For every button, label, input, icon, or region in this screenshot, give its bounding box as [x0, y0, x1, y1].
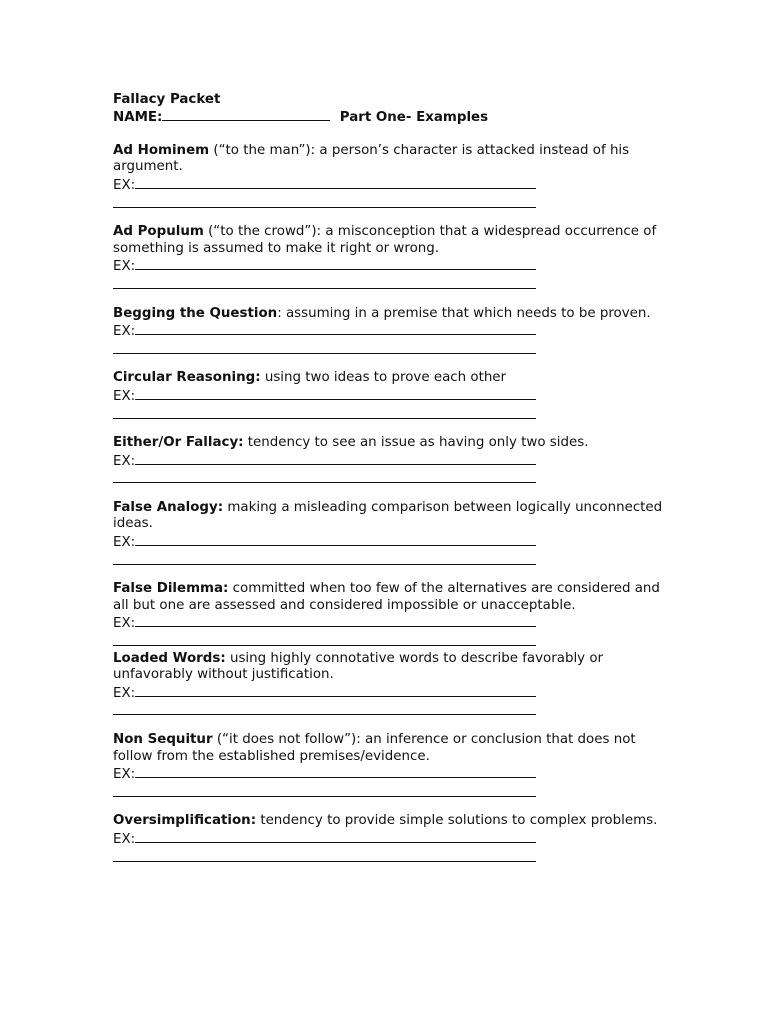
- fallacy-term: Non Sequitur: [113, 732, 213, 747]
- fallacy-definition: [113, 224, 673, 257]
- fallacy-definition: [113, 581, 673, 614]
- example-line: [113, 452, 673, 471]
- fallacy-term: Loaded Words:: [113, 650, 226, 666]
- example-blank[interactable]: [135, 322, 536, 335]
- example-blank-continued[interactable]: [113, 195, 536, 208]
- example-line: [113, 387, 673, 406]
- fallacy-section-oversimplification: [113, 813, 673, 861]
- example-blank-continued[interactable]: [113, 633, 536, 646]
- example-blank[interactable]: [135, 452, 536, 465]
- example-blank-continued[interactable]: [113, 702, 536, 715]
- example-blank-continued[interactable]: [113, 552, 536, 565]
- example-line: [113, 614, 673, 633]
- fallacy-term: Ad Hominem: [113, 142, 210, 158]
- example-line: [113, 257, 673, 276]
- fallacy-term: Oversimplification:: [113, 813, 257, 829]
- example-blank[interactable]: [135, 257, 536, 270]
- fallacy-definition-text: making a misleading comparison between logically unconnected ideas.: [113, 499, 663, 532]
- fallacy-definition: [113, 143, 673, 176]
- example-blank[interactable]: [135, 533, 536, 546]
- fallacy-definition: [113, 370, 673, 387]
- fallacy-definition-text: committed when too few of the alternatives are considered and all but one are assessed and considered impossible or unacceptable.: [113, 581, 660, 613]
- example-blank-continued[interactable]: [113, 849, 536, 862]
- example-blank-continued[interactable]: [113, 276, 536, 289]
- fallacy-definition: [113, 732, 673, 765]
- ex-label: EX:: [113, 324, 136, 340]
- ex-label: EX:: [113, 388, 136, 404]
- part-label: Part One- Examples: [339, 109, 489, 125]
- document-title: Fallacy Packet: [113, 92, 221, 107]
- fallacy-section-false-dilemma: [113, 581, 673, 646]
- example-line: [113, 176, 673, 195]
- ex-label: EX:: [113, 685, 136, 701]
- name-label: NAME:: [113, 109, 163, 125]
- ex-label: EX:: [113, 831, 136, 847]
- fallacy-definition-text: tendency to see an issue as having only two sides.: [243, 435, 589, 451]
- fallacy-definition-text: using highly connotative words to describe favorably or unfavorably without justification.: [113, 650, 604, 683]
- fallacy-term: False Analogy:: [113, 499, 224, 515]
- name-line: [113, 109, 673, 127]
- example-blank-continued[interactable]: [113, 406, 536, 419]
- example-line: [113, 830, 673, 849]
- example-blank[interactable]: [135, 387, 536, 400]
- fallacy-definition-text: using two ideas to prove each other: [260, 370, 507, 386]
- example-blank-continued[interactable]: [113, 470, 536, 483]
- fallacy-definition-text: (“to the crowd”): a misconception that a widespread occurrence of something is assumed to make it right or wrong.: [113, 224, 657, 256]
- example-blank[interactable]: [135, 765, 536, 778]
- ex-label: EX:: [113, 453, 136, 469]
- example-blank-continued[interactable]: [113, 341, 536, 354]
- fallacy-term: Circular Reasoning:: [113, 370, 261, 386]
- example-line: [113, 765, 673, 784]
- fallacy-definition-text: (“to the man”): a person’s character is attacked instead of his argument.: [113, 142, 630, 175]
- example-blank[interactable]: [135, 830, 536, 843]
- example-blank-continued[interactable]: [113, 784, 536, 797]
- fallacy-term: Begging the Question: [113, 305, 278, 321]
- fallacy-section-ad-hominem: [113, 143, 673, 208]
- ex-label: EX:: [113, 767, 136, 783]
- fallacy-definition: [113, 813, 673, 830]
- fallacy-term: Ad Populum: [113, 224, 204, 240]
- fallacy-section-begging-the-question: [113, 306, 673, 354]
- fallacy-section-false-analogy: [113, 500, 673, 565]
- fallacy-section-either-or-fallacy: [113, 435, 673, 483]
- fallacy-definition: [113, 500, 673, 533]
- ex-label: EX:: [113, 535, 136, 551]
- example-line: [113, 322, 673, 341]
- fallacy-term: False Dilemma:: [113, 581, 229, 597]
- fallacy-definition: [113, 306, 673, 323]
- fallacy-definition: [113, 651, 673, 684]
- fallacy-definition-text: tendency to provide simple solutions to complex problems.: [256, 813, 658, 829]
- worksheet-page: [113, 92, 673, 878]
- ex-label: EX:: [113, 616, 136, 632]
- name-blank[interactable]: [162, 109, 330, 121]
- fallacy-definition-text: : assuming in a premise that which needs to be proven.: [277, 305, 651, 321]
- example-blank[interactable]: [135, 176, 536, 189]
- fallacy-definition: [113, 435, 673, 452]
- fallacy-section-circular-reasoning: [113, 370, 673, 418]
- example-blank[interactable]: [135, 684, 536, 697]
- example-line: [113, 684, 673, 703]
- fallacy-section-non-sequitur: [113, 732, 673, 797]
- ex-label: EX:: [113, 177, 136, 193]
- fallacy-section-ad-populum: [113, 224, 673, 289]
- fallacy-term: Either/Or Fallacy:: [113, 435, 244, 451]
- example-blank[interactable]: [135, 614, 536, 627]
- ex-label: EX:: [113, 259, 136, 275]
- example-line: [113, 533, 673, 552]
- fallacy-definition-text: (“it does not follow”): an inference or conclusion that does not follow from the established premises/evidence.: [113, 732, 636, 764]
- fallacy-section-loaded-words: [113, 651, 673, 716]
